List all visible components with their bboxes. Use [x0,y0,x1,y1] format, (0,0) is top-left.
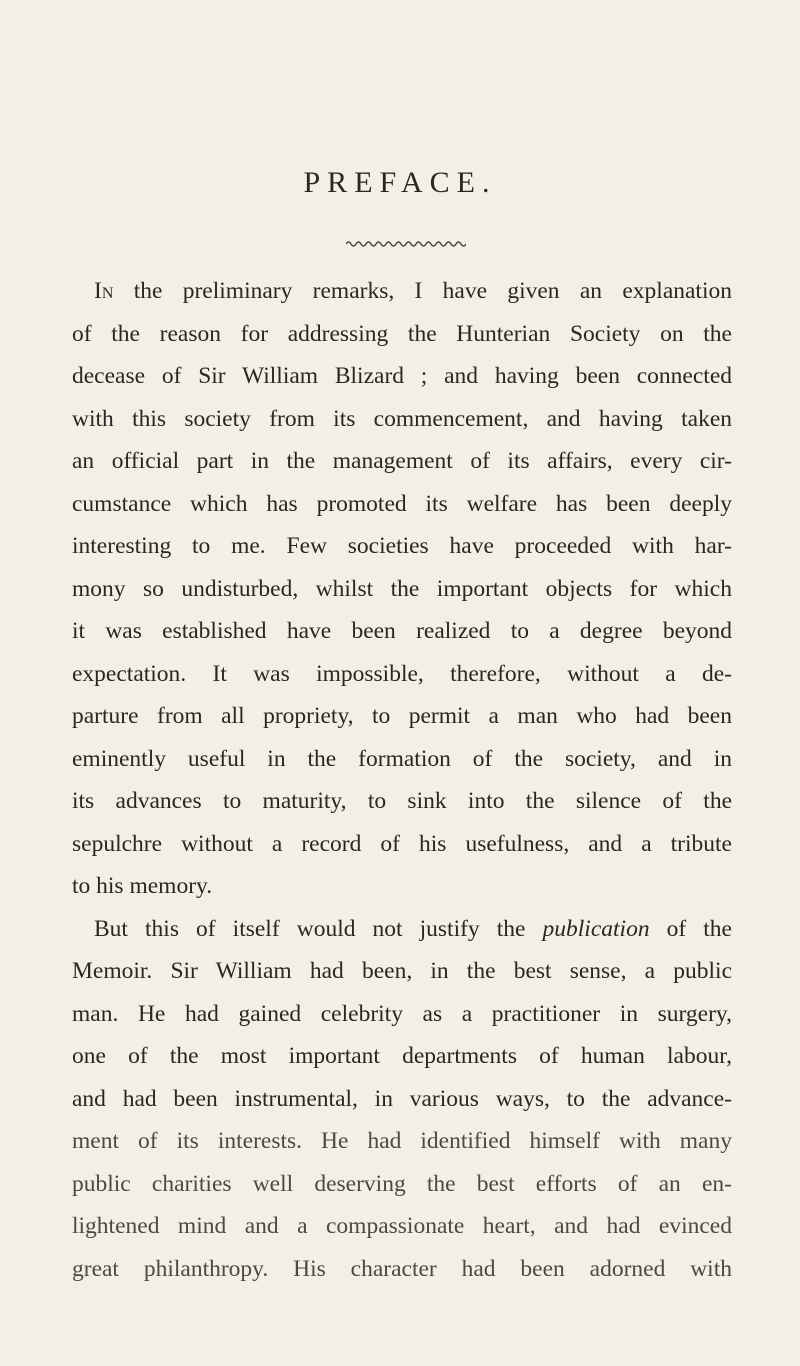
opening-word: In [94,278,114,304]
paragraph-2 [72,908,732,1291]
emphasis-publication: publication [542,915,650,942]
text-line: interesting to me. Few societies have proceeded with har- [72,533,732,559]
text-line: sepulchre without a record of his usefulness, and a tribute [72,830,732,857]
text-line: Memoir. Sir William had been, in the best sense, a public [72,958,732,984]
text-line: eminently useful in the formation of the society, and in [72,745,732,772]
text-line: cumstance which has promoted its welfare has been deeply [72,490,732,517]
text-line: one of the most important departments of human labour, [72,1043,732,1069]
text-line: it was established have been realized to a degree beyond [72,618,732,644]
text-line: mony so undisturbed, whilst the important objects for which [72,575,732,602]
text-line: an official part in the management of its affairs, every cir- [72,448,732,474]
text-line: ment of its interests. He had identified himself with many [72,1128,732,1154]
text-line: of the reason for addressing the Hunterian Society on the [72,320,732,347]
text-line: expectation. It was impossible, therefore, without a de- [72,660,732,687]
text-line: with this society from its commencement, and having taken [72,405,732,432]
text-line: decease of Sir William Blizard ; and having been connected [72,363,732,389]
preface-body [72,270,732,1290]
text-line: public charities well deserving the best efforts of an en- [72,1170,732,1197]
text-line: But this of itself would not justify the publication of the [94,915,732,942]
text-line: man. He had gained celebrity as a practitioner in surgery, [72,1000,732,1027]
text-line: to his memory. [72,873,213,899]
text-line: great philanthropy. His character had been adorned with [72,1255,732,1282]
wavy-rule-ornament [346,240,466,248]
text-line: and had been instrumental, in various ways, to the advance- [72,1085,732,1112]
text-line: its advances to maturity, to sink into the silence of the [72,788,732,814]
text-line: lightened mind and a compassionate heart, and had evinced [72,1213,732,1239]
text-line: parture from all propriety, to permit a man who had been [72,703,732,729]
page-title: PREFACE. [303,166,497,199]
paragraph-1 [72,270,732,908]
text-line: In the preliminary remarks, I have given an explanation [94,278,732,304]
